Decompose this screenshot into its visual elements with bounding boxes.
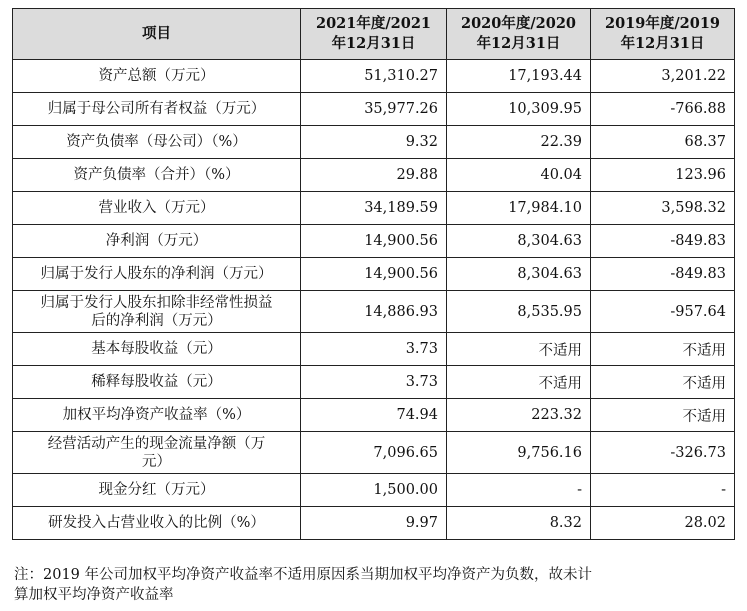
row-label: 现金分红（万元） <box>13 474 301 507</box>
cell-2020: 10,309.95 <box>447 93 591 126</box>
cell-2020: 9,756.16 <box>447 432 591 474</box>
cell-2020: - <box>447 474 591 507</box>
cell-2021: 35,977.26 <box>301 93 447 126</box>
row-label: 经营活动产生的现金流量净额（万 元） <box>13 432 301 474</box>
cell-2019: 不适用 <box>591 333 735 366</box>
table-row <box>13 507 735 540</box>
cell-2021: 51,310.27 <box>301 60 447 93</box>
cell-2020: 40.04 <box>447 159 591 192</box>
cell-2021: 29.88 <box>301 159 447 192</box>
row-label: 加权平均净资产收益率（%） <box>13 399 301 432</box>
row-label: 归属于发行人股东的净利润（万元） <box>13 258 301 291</box>
cell-2019: 68.37 <box>591 126 735 159</box>
table-row <box>13 399 735 432</box>
header-item: 项目 <box>13 9 301 60</box>
table-row <box>13 432 735 474</box>
cell-2021: 34,189.59 <box>301 192 447 225</box>
table-row <box>13 258 735 291</box>
cell-2020: 22.39 <box>447 126 591 159</box>
header-2019: 2019年度/2019 年12月31日 <box>591 9 735 60</box>
table-row <box>13 366 735 399</box>
row-label: 基本每股收益（元） <box>13 333 301 366</box>
row-label: 资产总额（万元） <box>13 60 301 93</box>
row-label: 资产负债率（合并）（%） <box>13 159 301 192</box>
cell-2019: -766.88 <box>591 93 735 126</box>
table-row <box>13 474 735 507</box>
cell-2020: 8,304.63 <box>447 258 591 291</box>
table-row <box>13 192 735 225</box>
cell-2021: 3.73 <box>301 366 447 399</box>
cell-2021: 9.97 <box>301 507 447 540</box>
cell-2019: 28.02 <box>591 507 735 540</box>
cell-2020: 17,193.44 <box>447 60 591 93</box>
row-label: 稀释每股收益（元） <box>13 366 301 399</box>
cell-2019: 3,201.22 <box>591 60 735 93</box>
cell-2020: 8.32 <box>447 507 591 540</box>
cell-2021: 14,900.56 <box>301 225 447 258</box>
cell-2020: 8,535.95 <box>447 291 591 333</box>
cell-2019: 3,598.32 <box>591 192 735 225</box>
cell-2020: 不适用 <box>447 366 591 399</box>
table-row <box>13 291 735 333</box>
table-row <box>13 60 735 93</box>
cell-2021: 9.32 <box>301 126 447 159</box>
cell-2020: 8,304.63 <box>447 225 591 258</box>
cell-2021: 1,500.00 <box>301 474 447 507</box>
header-2020: 2020年度/2020 年12月31日 <box>447 9 591 60</box>
row-label: 营业收入（万元） <box>13 192 301 225</box>
cell-2021: 7,096.65 <box>301 432 447 474</box>
table-footnote: 注：2019 年公司加权平均净资产收益率不适用原因系当期加权平均净资产为负数，故未计 算加权平均净资产收益率 <box>14 567 593 603</box>
row-label: 归属于发行人股东扣除非经常性损益 后的净利润（万元） <box>13 291 301 333</box>
cell-2019: -849.83 <box>591 225 735 258</box>
cell-2019: -957.64 <box>591 291 735 333</box>
cell-2021: 14,886.93 <box>301 291 447 333</box>
row-label: 归属于母公司所有者权益（万元） <box>13 93 301 126</box>
table-row <box>13 333 735 366</box>
table-row <box>13 225 735 258</box>
cell-2019: 123.96 <box>591 159 735 192</box>
financial-table-container <box>12 8 734 540</box>
cell-2019: -849.83 <box>591 258 735 291</box>
financial-summary-table <box>12 8 735 540</box>
row-label: 净利润（万元） <box>13 225 301 258</box>
row-label: 资产负债率（母公司）（%） <box>13 126 301 159</box>
table-header-row <box>13 9 735 60</box>
cell-2019: 不适用 <box>591 399 735 432</box>
table-row <box>13 126 735 159</box>
cell-2019: -326.73 <box>591 432 735 474</box>
cell-2020: 不适用 <box>447 333 591 366</box>
table-row <box>13 93 735 126</box>
header-2021: 2021年度/2021 年12月31日 <box>301 9 447 60</box>
table-row <box>13 159 735 192</box>
cell-2019: 不适用 <box>591 366 735 399</box>
cell-2021: 14,900.56 <box>301 258 447 291</box>
cell-2021: 74.94 <box>301 399 447 432</box>
cell-2020: 223.32 <box>447 399 591 432</box>
cell-2021: 3.73 <box>301 333 447 366</box>
cell-2020: 17,984.10 <box>447 192 591 225</box>
row-label: 研发投入占营业收入的比例（%） <box>13 507 301 540</box>
cell-2019: - <box>591 474 735 507</box>
